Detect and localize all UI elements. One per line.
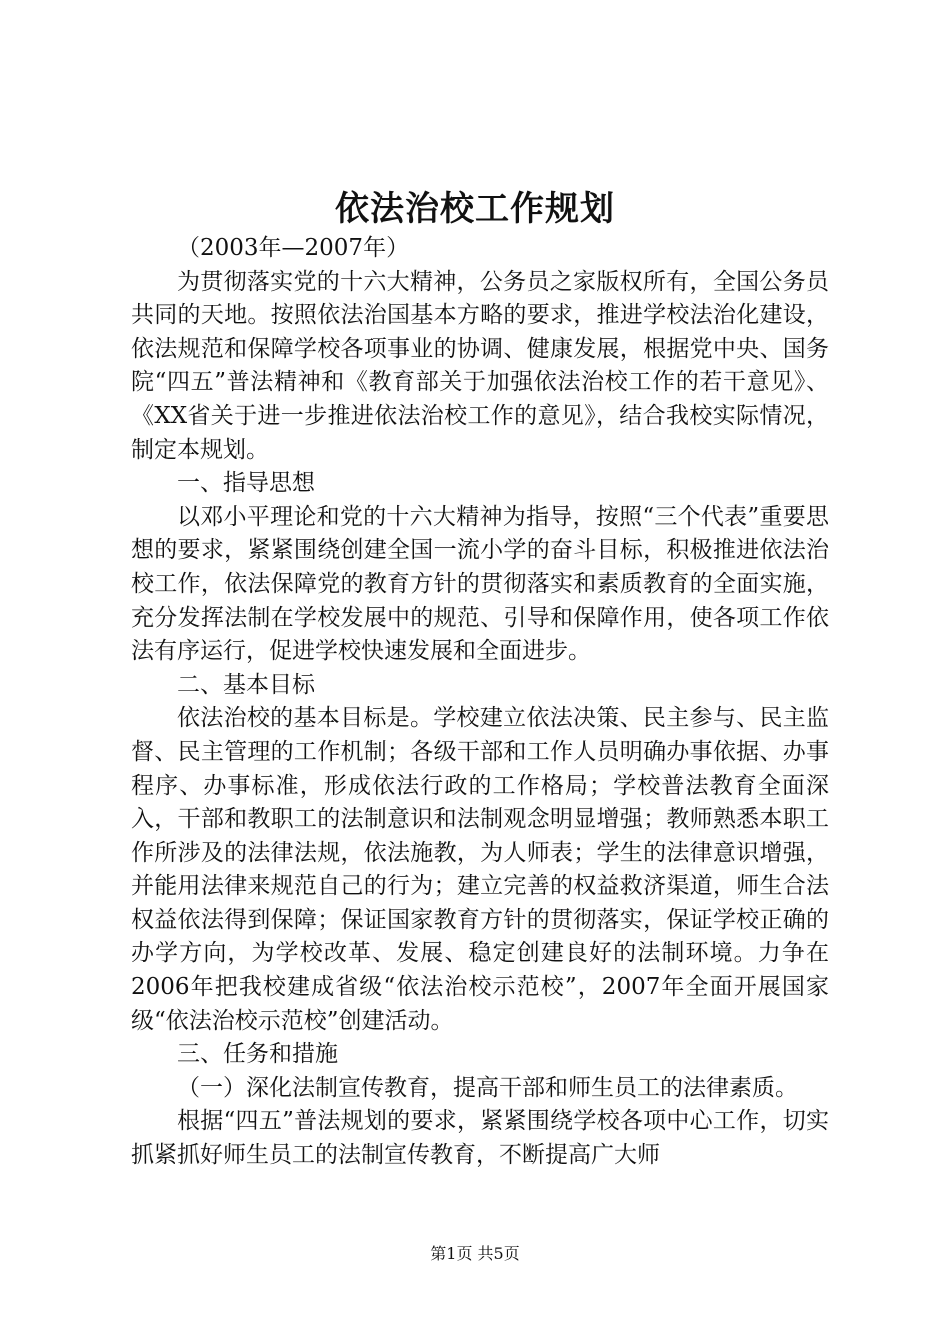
basic-goals-paragraph: 依法治校的基本目标是。学校建立依法决策、民主参与、民主监督、民主管理的工作机制；各级干部和工作人员明确办事依据、办事程序、办事标准，形成依法行政的工作格局；学校普法教育全面深入，干部和教职工的法制意识和法制观念明显增强；教师熟悉本职工作所涉及的法律法规，依法施教，为人师表；学生的法律意识增强，并能用法律来规范自己的行为；建立完善的权益救济渠道，师生合法权益依法得到保障；保证国家教育方针的贯彻落实，保证学校正确的办学方向，为学校改革、发展、稳定创建良好的法制环境。力争在2006年把我校建成省级“依法治校示范校”，2007年全面开展国家级“依法治校示范校”创建活动。 <box>131 705 829 1034</box>
guiding-ideology-paragraph: 以邓小平理论和党的十六大精神为指导，按照“三个代表”重要思想的要求，紧紧围绕创建全国一流小学的奋斗目标，积极推进依法治校工作，依法保障党的教育方针的贯彻落实和素质教育的全面实施，充分发挥法制在学校发展中的规范、引导和保障作用，使各项工作依法有序运行，促进学校快速发展和全面进步。 <box>131 503 829 665</box>
date-range-line: （2003年—2007年） <box>177 235 410 261</box>
section-heading-basic-goals: 二、基本目标 <box>177 671 315 698</box>
document-body <box>131 232 829 1173</box>
intro-paragraph: 为贯彻落实党的十六大精神，公务员之家版权所有，全国公务员共同的天地。按照依法治国基本方略的要求，推进学校法治化建设，依法规范和保障学校各项事业的协调、健康发展，根据党中央、国务院“四五”普法精神和《教育部关于加强依法治校工作的若干意见》、《XX省关于进一步推进依法治校工作的意见》，结合我校实际情况，制定本规划。 <box>131 268 829 463</box>
page-number-footer: 第1页 共5页 <box>430 1244 520 1263</box>
document-title: 依法治校工作规划 <box>335 189 615 229</box>
section-heading-guiding-ideology: 一、指导思想 <box>177 470 315 497</box>
legal-education-paragraph: 根据“四五”普法规划的要求，紧紧围绕学校各项中心工作，切实抓紧抓好师生员工的法制宣传教育，不断提高广大师 <box>131 1108 829 1169</box>
section-heading-tasks-measures: 三、任务和措施 <box>177 1041 338 1068</box>
subsection-heading-legal-education: （一）深化法制宣传教育，提高干部和师生员工的法律素质。 <box>177 1074 798 1101</box>
